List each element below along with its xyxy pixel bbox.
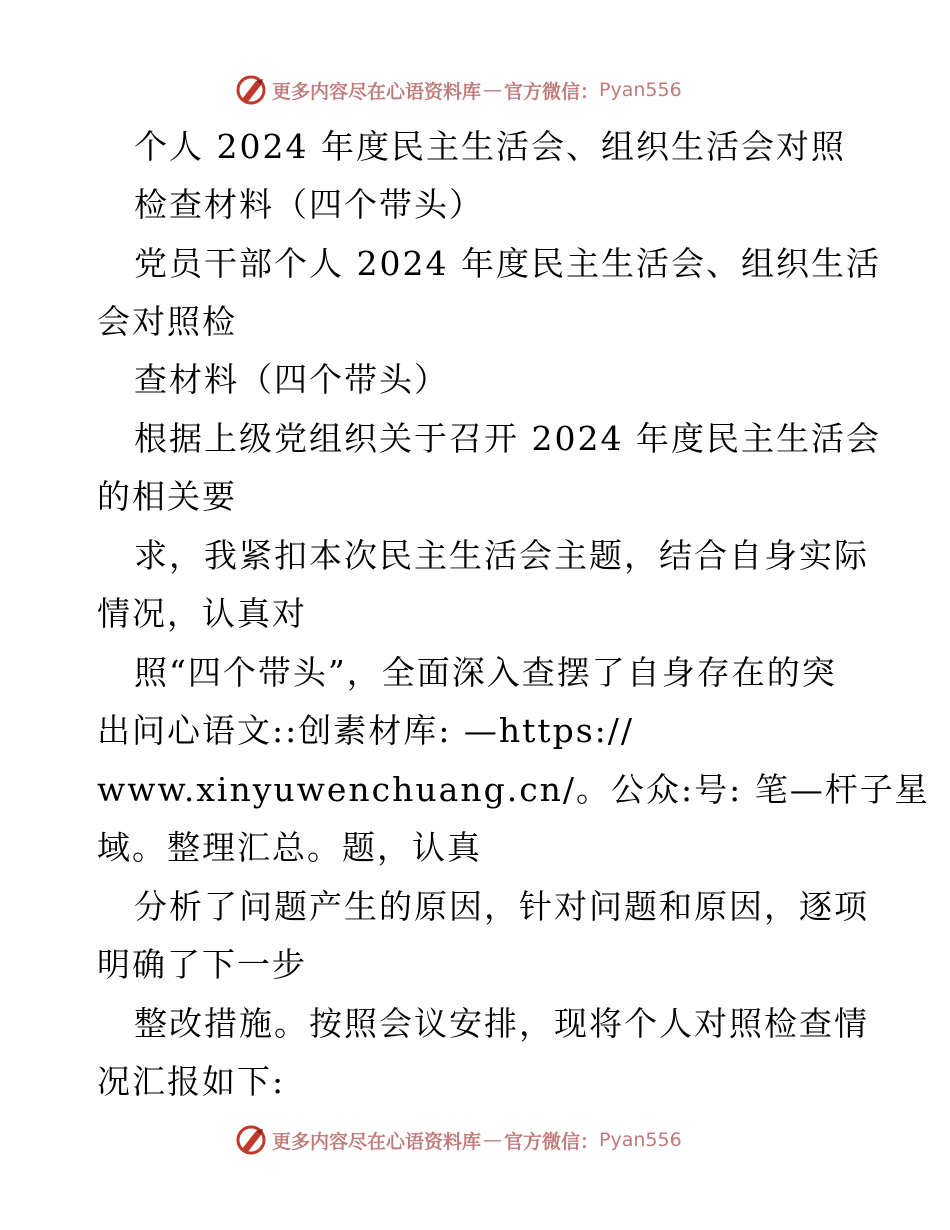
doc-title-line-2: 检查材料（四个带头） [134, 185, 484, 224]
doc-paragraph-line: 域。整理汇总。题，认真 [97, 828, 482, 867]
watermark-contact-label: 官方微信： [504, 1130, 600, 1153]
watermark-separator: — [483, 1129, 503, 1151]
doc-paragraph-line: www.xinyuwenchuang.cn/。公众:号: 笔—杆子星 [97, 770, 930, 809]
doc-paragraph-line: 党员干部个人 2024 年度民主生活会、组织生活 [134, 244, 881, 283]
doc-paragraph-line: 分析了问题产生的原因，针对问题和原因，逐项 [134, 887, 869, 926]
doc-paragraph-line: 的相关要 [97, 477, 237, 516]
doc-paragraph-line: 况汇报如下: [97, 1062, 286, 1101]
doc-paragraph-line: 求，我紧扣本次民主生活会主题，结合自身实际 [134, 536, 869, 575]
pen-logo-icon [234, 1123, 268, 1157]
doc-paragraph-line: 整改措施。按照会议安排，现将个人对照检查情 [134, 1004, 869, 1043]
doc-paragraph-line: 明确了下一步 [97, 945, 307, 984]
doc-paragraph-line: 照“四个带头”，全面深入查摆了自身存在的突 [134, 653, 837, 692]
pen-logo-icon [234, 73, 268, 107]
doc-paragraph-line: 查材料（四个带头） [134, 360, 449, 399]
doc-paragraph-line: 根据上级党组织关于召开 2024 年度民主生活会 [134, 419, 881, 458]
doc-paragraph-line: 会对照检 [97, 302, 237, 341]
watermark-contact-id: Pyan556 [599, 1129, 682, 1151]
watermark-separator: — [483, 79, 503, 101]
doc-paragraph-line: 出问心语文::创素材库: —https:// [97, 711, 635, 750]
watermark-site-name: 更多内容尽在心语资料库 [272, 80, 482, 103]
watermark-contact-id: Pyan556 [599, 79, 682, 101]
watermark-site-name: 更多内容尽在心语资料库 [272, 1130, 482, 1153]
doc-paragraph-line: 情况，认真对 [97, 594, 307, 633]
header-watermark [234, 70, 682, 110]
doc-title-line-1: 个人 2024 年度民主生活会、组织生活会对照 [134, 127, 846, 166]
watermark-contact-label: 官方微信： [504, 80, 600, 103]
footer-watermark [234, 1120, 682, 1160]
